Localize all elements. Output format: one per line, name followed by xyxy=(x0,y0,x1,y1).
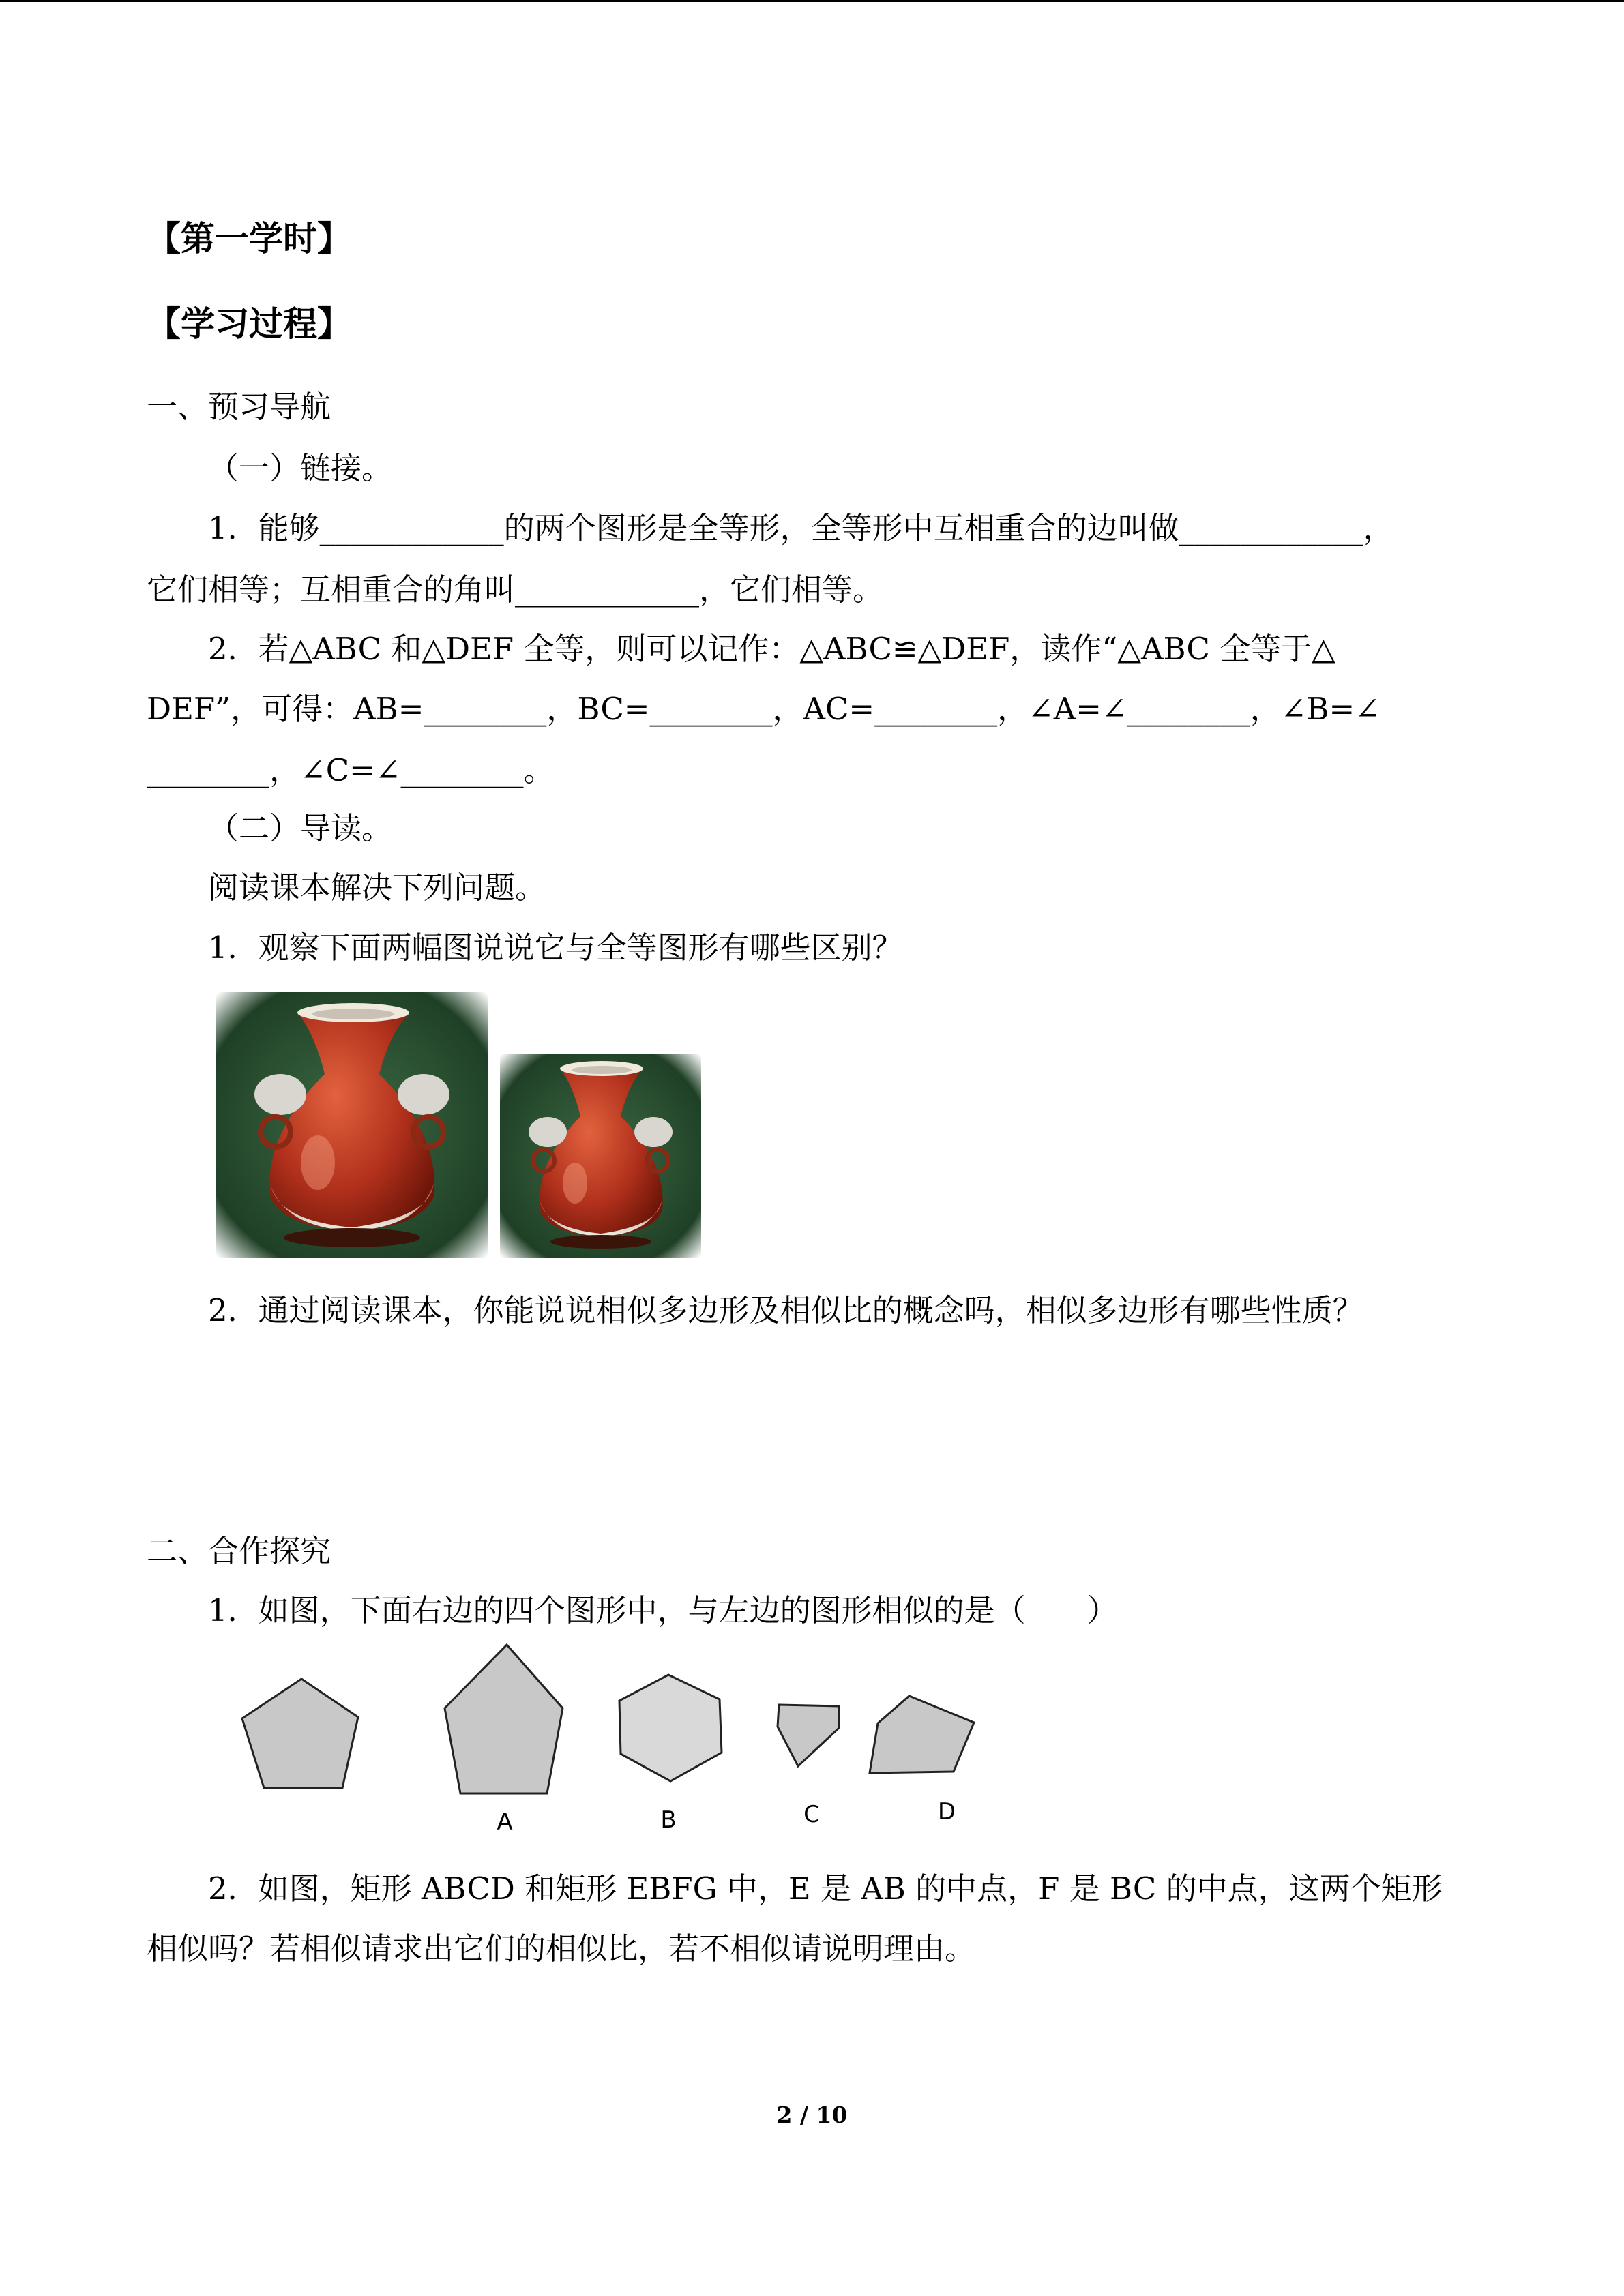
shape-b-hexagon xyxy=(619,1675,722,1781)
shape-label-b: B xyxy=(660,1806,677,1834)
page-top-border xyxy=(0,0,1624,2)
shape-label-a: A xyxy=(497,1808,513,1836)
reference-pentagon xyxy=(242,1679,358,1788)
subheading-link: （一）链接。 xyxy=(208,450,393,486)
question-1-line-2: 它们相等；互相重合的角叫____________，它们相等。 xyxy=(147,571,884,608)
part-heading-preview: 一、预习导航 xyxy=(147,389,331,425)
reading-question-2: 2．通过阅读课本，你能说说相似多边形及相似比的概念吗，相似多边形有哪些性质？ xyxy=(208,1292,1363,1328)
small-vase-image xyxy=(500,1054,701,1258)
question-1-line-1: 1．能够____________的两个图形是全等形，全等形中互相重合的边叫做____________， xyxy=(208,510,1394,546)
question-2-line-1: 2．若△ABC 和△DEF 全等，则可以记作：△ABC≌△DEF，读作“△ABC 全等于△ xyxy=(208,631,1335,667)
cooperative-question-2-line-1: 2．如图，矩形 ABCD 和矩形 EBFG 中，E 是 AB 的中点，F 是 BC 的中点，这两个矩形 xyxy=(208,1870,1443,1907)
shape-label-d: D xyxy=(937,1798,956,1825)
part-heading-cooperative-inquiry: 二、合作探究 xyxy=(147,1533,331,1569)
subheading-guided-reading: （二）导读。 xyxy=(208,810,393,846)
shape-d-pentagon xyxy=(870,1696,974,1773)
shape-c-pentagon xyxy=(778,1705,839,1766)
large-vase-image xyxy=(216,992,488,1258)
shape-a-pentagon xyxy=(445,1645,563,1793)
section-heading-first-lesson: 【第一学时】 xyxy=(147,218,351,258)
question-2-line-3: ________，∠C=∠________。 xyxy=(147,752,555,788)
shape-label-c: C xyxy=(803,1801,820,1828)
section-heading-learning-process: 【学习过程】 xyxy=(147,303,351,344)
reading-intro: 阅读课本解决下列问题。 xyxy=(208,869,546,906)
polygons-figure xyxy=(225,1630,1016,1855)
cooperative-question-2-line-2: 相似吗？若相似请求出它们的相似比，若不相似请说明理由。 xyxy=(147,1930,976,1967)
reading-question-1: 1．观察下面两幅图说说它与全等图形有哪些区别？ xyxy=(208,929,903,966)
page-number: 2 / 10 xyxy=(776,2102,848,2128)
cooperative-question-1: 1．如图，下面右边的四个图形中，与左边的图形相似的是（ ） xyxy=(208,1592,1118,1628)
question-2-line-2: DEF”，可得：AB=________，BC=________，AC=________，∠A=∠________，∠B=∠ xyxy=(147,691,1381,727)
